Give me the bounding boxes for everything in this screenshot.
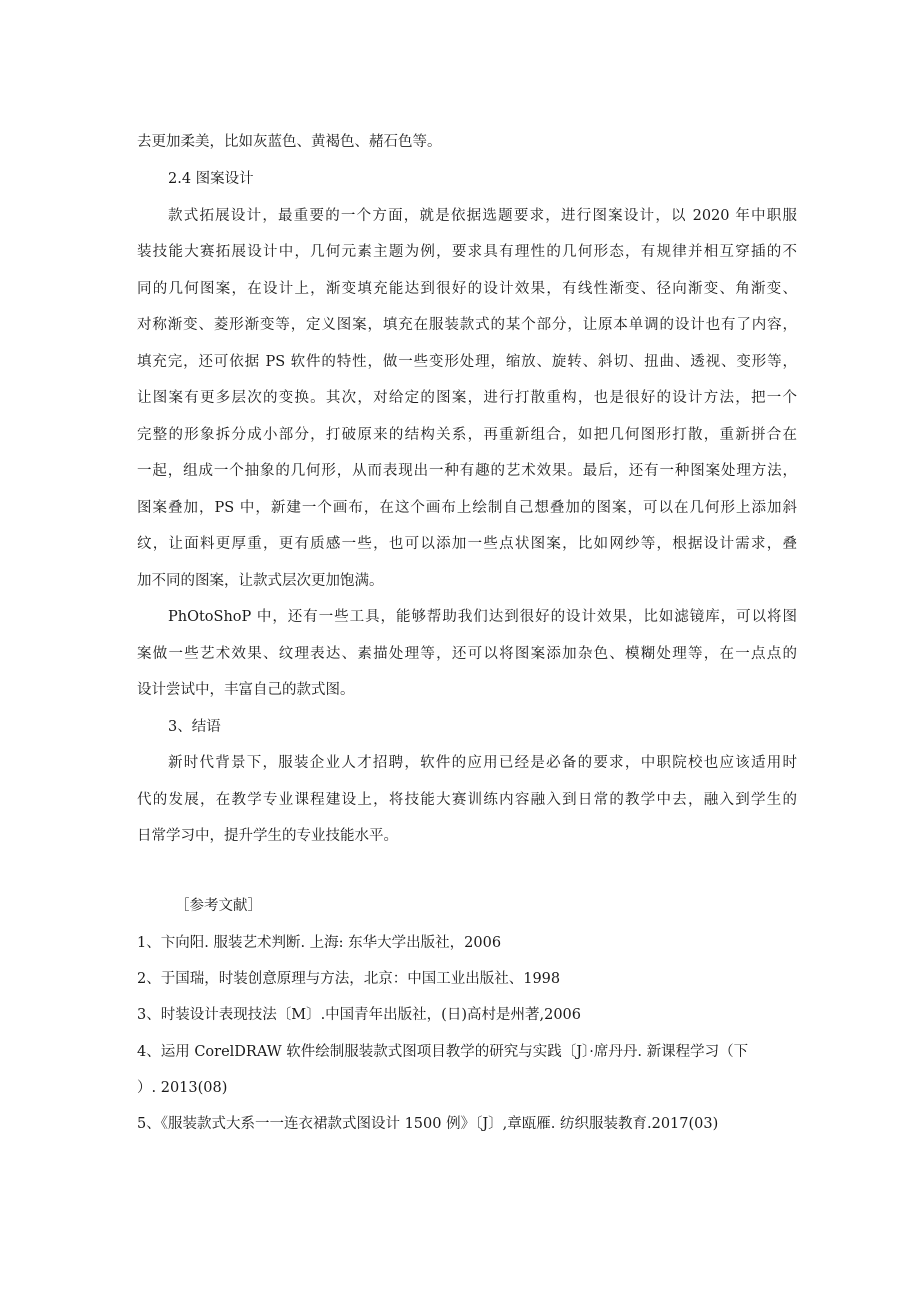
paragraph-line: 代的发展，在教学专业课程建设上，将技能大赛训练内容融入到日常的教学中去，融入到学生的 [137, 792, 797, 808]
reference-item: 3、时装设计表现技法〔M〕.中国青年出版社，(日)高村是州著,2006 [137, 1007, 582, 1023]
paragraph-line: 填充完，还可依据 PS 软件的特性，做一些变形处理，缩放、旋转、斜切、扭曲、透视、变形等， [137, 354, 797, 370]
paragraph-line: 纹，让面料更厚重，更有质感一些，也可以添加一些点状图案，比如网纱等，根据设计需求，叠 [137, 536, 797, 552]
reference-item: 1、卞向阳. 服装艺术判断. 上海: 东华大学出版社，2006 [137, 935, 502, 951]
section-3-heading: 3、结语 [168, 719, 221, 735]
paragraph-line: 同的几何图案，在设计上，渐变填充能达到很好的设计效果，有线性渐变、径向渐变、角渐变、 [137, 281, 797, 297]
section-2-4-heading: 2.4 图案设计 [168, 171, 254, 187]
paragraph-line: 加不同的图案，让款式层次更加饱满。 [137, 573, 384, 589]
paragraph-line: 一起，组成一个抽象的几何形，从而表现出一种有趣的艺术效果。最后，还有一种图案处理方法， [137, 463, 797, 479]
reference-item: 4、运用 CorelDRAW 软件绘制服装款式图项目教学的研究与实践〔J〕·席丹丹. 新课程学习（下 [137, 1044, 749, 1060]
reference-item: 2、于国瑞，时装创意原理与方法，北京：中国工业出版社、1998 [137, 971, 561, 987]
paragraph-line: 完整的形象拆分成小部分，打破原来的结构关系，再重新组合，如把几何图形打散，重新拼合在 [137, 427, 797, 443]
references-title: ［参考文献］ [175, 898, 262, 914]
reference-item-continuation: ）. 2013(08) [137, 1080, 228, 1096]
reference-item: 5、《服装款式大系一一连衣裙款式图设计 1500 例》〔J〕,章瓯雁. 纺织服装教育.2017(03) [137, 1116, 719, 1132]
continuation-text: 去更加柔美，比如灰蓝色、黄褐色、赭石色等。 [137, 134, 442, 150]
paragraph-line: 图案叠加，PS 中，新建一个画布，在这个画布上绘制自己想叠加的图案，可以在几何形上添加斜 [137, 500, 797, 516]
paragraph-line: 让图案有更多层次的变换。其次，对给定的图案，进行打散重构，也是很好的设计方法，把一个 [137, 390, 797, 406]
paragraph-line: 装技能大赛拓展设计中，几何元素主题为例，要求具有理性的几何形态，有规律并相互穿插的不 [137, 244, 797, 260]
paragraph-line: 案做一些艺术效果、纹理表达、素描处理等，还可以将图案添加杂色、模糊处理等，在一点点的 [137, 646, 797, 662]
paragraph-line: 款式拓展设计，最重要的一个方面，就是依据选题要求，进行图案设计，以 2020 年中职服 [168, 208, 797, 224]
paragraph-line: 设计尝试中，丰富自己的款式图。 [137, 682, 355, 698]
paragraph-line: 日常学习中，提升学生的专业技能水平。 [137, 828, 398, 844]
paragraph-line: 对称渐变、菱形渐变等，定义图案，填充在服装款式的某个部分，让原本单调的设计也有了内容， [137, 317, 797, 333]
paragraph-line: PhOtoShoP 中，还有一些工具，能够帮助我们达到很好的设计效果，比如滤镜库，可以将图 [168, 609, 797, 625]
paragraph-line: 新时代背景下，服装企业人才招聘，软件的应用已经是必备的要求，中职院校也应该适用时 [168, 755, 797, 771]
